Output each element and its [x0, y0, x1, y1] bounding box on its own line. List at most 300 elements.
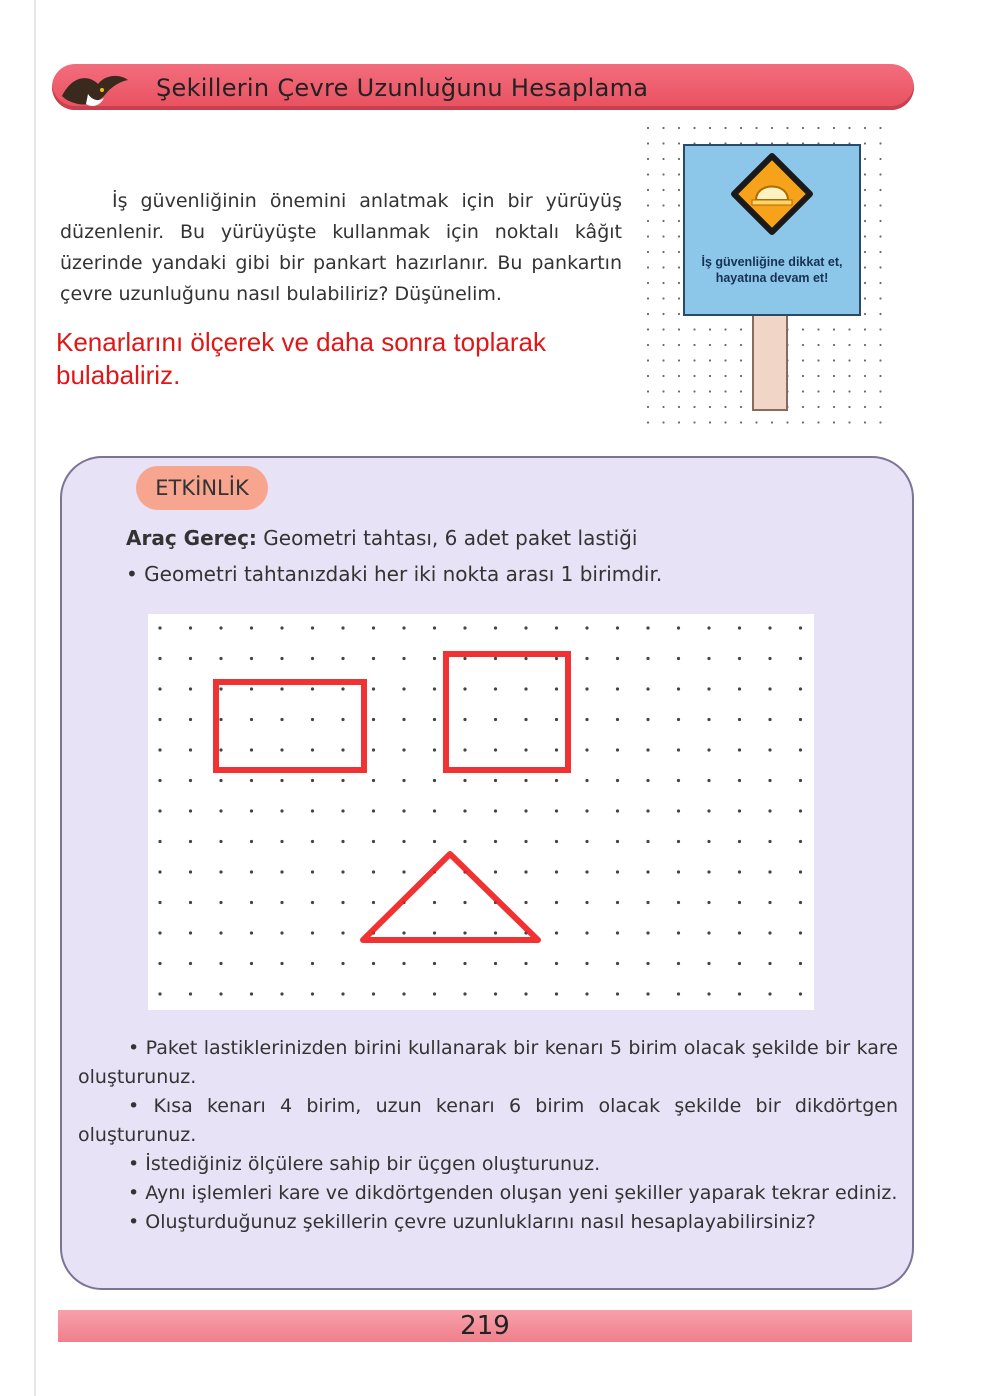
- grid-dot: [372, 962, 375, 965]
- grid-dot: [864, 390, 866, 392]
- grid-dot: [646, 840, 649, 843]
- grid-dot: [678, 375, 680, 377]
- grid-dot: [817, 344, 819, 346]
- grid-dot: [707, 718, 710, 721]
- grid-dot: [848, 406, 850, 408]
- grid-dot: [864, 313, 866, 315]
- grid-dot: [219, 840, 222, 843]
- grid-dot: [662, 282, 664, 284]
- intro-paragraph: İş güvenliğinin önemini anlatmak için bir yürüyüş düzenlenir. Bu yürüyüşte kullanmak için noktalı kâğıt üzerinde yandaki gibi bir pankart hazırlanır. Bu pankartın çevre uzunluğunu nasıl bulabiliriz? Düşünelim.: [60, 190, 622, 305]
- grid-dot: [647, 266, 649, 268]
- grid-dot: [311, 962, 314, 965]
- grid-dot: [524, 870, 527, 873]
- grid-dot: [709, 359, 711, 361]
- grid-dot: [662, 266, 664, 268]
- grid-dot: [677, 718, 680, 721]
- grid-dot: [158, 687, 161, 690]
- grid-dot: [189, 901, 192, 904]
- grid-dot: [647, 282, 649, 284]
- grid-dot: [768, 962, 771, 965]
- grid-dot: [524, 657, 527, 660]
- grid-dot: [280, 657, 283, 660]
- grid-dot: [585, 779, 588, 782]
- grid-dot: [833, 390, 835, 392]
- grid-dot: [864, 204, 866, 206]
- grid-dot: [707, 870, 710, 873]
- grid-dot: [678, 313, 680, 315]
- grid-dot: [341, 748, 344, 751]
- grid-dot: [311, 748, 314, 751]
- grid-dot: [250, 901, 253, 904]
- grid-dot: [158, 626, 161, 629]
- grid-dot: [864, 127, 866, 129]
- grid-dot: [709, 127, 711, 129]
- grid-dot: [433, 931, 436, 934]
- grid-dot: [662, 251, 664, 253]
- grid-dot: [799, 992, 802, 995]
- grid-dot: [280, 809, 283, 812]
- grid-dot: [646, 931, 649, 934]
- sign-line-1: İş güvenliğine dikkat et,: [701, 255, 843, 269]
- grid-dot: [864, 158, 866, 160]
- grid-dot: [724, 375, 726, 377]
- grid-dot: [738, 962, 741, 965]
- grid-dot: [707, 809, 710, 812]
- grid-dot: [189, 687, 192, 690]
- grid-dot: [646, 687, 649, 690]
- grid-dot: [250, 687, 253, 690]
- grid-dot: [311, 809, 314, 812]
- grid-dot: [802, 406, 804, 408]
- grid-dot: [662, 390, 664, 392]
- grid-dot: [738, 718, 741, 721]
- grid-dot: [879, 266, 881, 268]
- grid-dot: [879, 375, 881, 377]
- grid-dot: [677, 687, 680, 690]
- grid-dot: [524, 840, 527, 843]
- grid-dot: [724, 344, 726, 346]
- grid-dot: [585, 687, 588, 690]
- grid-dot: [768, 931, 771, 934]
- grid-dot: [372, 901, 375, 904]
- page-number: 219: [460, 1311, 510, 1341]
- grid-dot: [864, 189, 866, 191]
- grid-dot: [250, 809, 253, 812]
- grid-dot: [864, 235, 866, 237]
- grid-dot: [677, 992, 680, 995]
- grid-dot: [646, 718, 649, 721]
- grid-dot: [616, 779, 619, 782]
- grid-dot: [555, 687, 558, 690]
- grid-dot: [372, 718, 375, 721]
- grid-dot: [372, 657, 375, 660]
- grid-dot: [158, 840, 161, 843]
- grid-dot: [616, 687, 619, 690]
- grid-dot: [677, 870, 680, 873]
- grid-dot: [707, 992, 710, 995]
- grid-dot: [817, 390, 819, 392]
- grid-dot: [219, 657, 222, 660]
- grid-dot: [647, 390, 649, 392]
- grid-dot: [799, 626, 802, 629]
- grid-dot: [646, 901, 649, 904]
- grid-dot: [616, 870, 619, 873]
- grid-dot: [372, 779, 375, 782]
- grid-dot: [219, 779, 222, 782]
- grid-dot: [646, 779, 649, 782]
- grid-dot: [678, 297, 680, 299]
- grid-dot: [585, 657, 588, 660]
- grid-dot: [280, 901, 283, 904]
- grid-dot: [799, 870, 802, 873]
- handwritten-answer: Kenarlarını ölçerek ve daha sonra toplarak bulabaliriz.: [56, 327, 546, 390]
- grid-dot: [693, 421, 695, 423]
- grid-dot: [879, 220, 881, 222]
- sign-slogan: [688, 254, 856, 286]
- grid-dot: [494, 992, 497, 995]
- grid-dot: [693, 359, 695, 361]
- grid-dot: [433, 626, 436, 629]
- grid-dot: [341, 870, 344, 873]
- grid-dot: [707, 962, 710, 965]
- grid-dot: [433, 992, 436, 995]
- grid-dot: [799, 809, 802, 812]
- grid-dot: [189, 931, 192, 934]
- grid-dot: [755, 421, 757, 423]
- grid-dot: [771, 127, 773, 129]
- grid-dot: [524, 748, 527, 751]
- grid-dot: [799, 931, 802, 934]
- grid-dot: [555, 962, 558, 965]
- grid-dot: [662, 328, 664, 330]
- grid-dot: [585, 962, 588, 965]
- grid-dot: [647, 359, 649, 361]
- grid-dot: [662, 142, 664, 144]
- grid-dot: [848, 421, 850, 423]
- grid-dot: [402, 931, 405, 934]
- grid-dot: [678, 390, 680, 392]
- grid-dot: [494, 931, 497, 934]
- tools-label: Araç Gereç:: [126, 526, 257, 550]
- grid-dot: [463, 718, 466, 721]
- grid-dot: [799, 657, 802, 660]
- grid-dot: [647, 235, 649, 237]
- grid-dot: [848, 328, 850, 330]
- grid-dot: [647, 375, 649, 377]
- grid-dot: [848, 375, 850, 377]
- grid-dot: [280, 748, 283, 751]
- grid-dot: [463, 809, 466, 812]
- grid-dot: [647, 313, 649, 315]
- grid-dot: [678, 235, 680, 237]
- grid-dot: [555, 779, 558, 782]
- grid-dot: [372, 870, 375, 873]
- grid-dot: [662, 406, 664, 408]
- grid-dot: [879, 359, 881, 361]
- grid-dot: [250, 779, 253, 782]
- grid-dot: [219, 748, 222, 751]
- grid-dot: [585, 718, 588, 721]
- grid-dot: [647, 142, 649, 144]
- grid-dot: [817, 359, 819, 361]
- grid-dot: [740, 359, 742, 361]
- grid-dot: [677, 962, 680, 965]
- grid-dot: [879, 142, 881, 144]
- grid-dot: [463, 840, 466, 843]
- grid-dot: [341, 992, 344, 995]
- grid-dot: [768, 992, 771, 995]
- grid-dot: [771, 421, 773, 423]
- grid-dot: [724, 421, 726, 423]
- grid-dot: [433, 840, 436, 843]
- grid-dot: [585, 931, 588, 934]
- grid-dot: [677, 901, 680, 904]
- grid-dot: [647, 189, 649, 191]
- grid-dot: [802, 421, 804, 423]
- grid-dot: [768, 687, 771, 690]
- grid-dot: [662, 421, 664, 423]
- grid-dot: [341, 931, 344, 934]
- grid-dot: [768, 748, 771, 751]
- grid-dot: [707, 748, 710, 751]
- grid-dot: [647, 406, 649, 408]
- grid-dot: [585, 809, 588, 812]
- grid-dot: [879, 127, 881, 129]
- grid-dot: [189, 840, 192, 843]
- grid-dot: [524, 809, 527, 812]
- grid-dot: [647, 421, 649, 423]
- grid-dot: [524, 992, 527, 995]
- grid-dot: [833, 344, 835, 346]
- grid-dot: [879, 421, 881, 423]
- grid-dot: [802, 359, 804, 361]
- grid-dot: [585, 840, 588, 843]
- grid-dot: [250, 626, 253, 629]
- grid-dot: [738, 779, 741, 782]
- grid-dot: [189, 870, 192, 873]
- grid-dot: [616, 840, 619, 843]
- grid-dot: [738, 626, 741, 629]
- grid-dot: [707, 657, 710, 660]
- grid-dot: [585, 748, 588, 751]
- grid-dot: [463, 748, 466, 751]
- grid-dot: [738, 901, 741, 904]
- grid-dot: [707, 687, 710, 690]
- grid-dot: [524, 901, 527, 904]
- grid-dot: [662, 204, 664, 206]
- grid-dot: [693, 344, 695, 346]
- grid-dot: [879, 282, 881, 284]
- grid-dot: [219, 962, 222, 965]
- grid-dot: [158, 657, 161, 660]
- grid-dot: [677, 657, 680, 660]
- grid-dot: [724, 359, 726, 361]
- grid-dot: [740, 127, 742, 129]
- grid-dot: [494, 687, 497, 690]
- grid-dot: [280, 626, 283, 629]
- grid-dot: [189, 779, 192, 782]
- grid-dot: [280, 962, 283, 965]
- grid-dot: [707, 840, 710, 843]
- grid-dot: [709, 344, 711, 346]
- grid-dot: [158, 748, 161, 751]
- grid-dot: [250, 718, 253, 721]
- grid-dot: [662, 313, 664, 315]
- grid-dot: [280, 870, 283, 873]
- grid-dot: [311, 840, 314, 843]
- grid-dot: [524, 687, 527, 690]
- grid-dot: [402, 718, 405, 721]
- grid-dot: [433, 809, 436, 812]
- grid-dot: [707, 626, 710, 629]
- grid-dot: [738, 931, 741, 934]
- grid-dot: [879, 235, 881, 237]
- grid-dot: [616, 962, 619, 965]
- grid-dot: [647, 251, 649, 253]
- grid-dot: [678, 189, 680, 191]
- grid-dot: [786, 421, 788, 423]
- grid-dot: [647, 173, 649, 175]
- grid-dot: [864, 266, 866, 268]
- grid-dot: [879, 344, 881, 346]
- grid-dot: [555, 931, 558, 934]
- grid-dot: [433, 779, 436, 782]
- grid-dot: [768, 626, 771, 629]
- grid-dot: [555, 657, 558, 660]
- grid-dot: [616, 992, 619, 995]
- grid-dot: [677, 748, 680, 751]
- grid-dot: [189, 626, 192, 629]
- grid-dot: [280, 840, 283, 843]
- grid-dot: [555, 748, 558, 751]
- grid-dot: [311, 687, 314, 690]
- grid-dot: [219, 626, 222, 629]
- grid-dot: [768, 840, 771, 843]
- grid-dot: [678, 158, 680, 160]
- grid-dot: [677, 626, 680, 629]
- grid-dot: [616, 626, 619, 629]
- grid-dot: [433, 962, 436, 965]
- grid-dot: [864, 297, 866, 299]
- grid-dot: [864, 142, 866, 144]
- grid-dot: [402, 870, 405, 873]
- grid-dot: [280, 992, 283, 995]
- grid-dot: [799, 748, 802, 751]
- grid-dot: [817, 328, 819, 330]
- grid-dot: [709, 406, 711, 408]
- grid-dot: [848, 127, 850, 129]
- tools-line: [126, 526, 637, 550]
- grid-dot: [864, 375, 866, 377]
- grid-dot: [311, 931, 314, 934]
- grid-dot: [372, 809, 375, 812]
- grid-dot: [709, 375, 711, 377]
- grid-dot: [158, 901, 161, 904]
- grid-dot: [341, 779, 344, 782]
- grid-dot: [799, 718, 802, 721]
- grid-dot: [738, 870, 741, 873]
- grid-dot: [219, 809, 222, 812]
- grid-dot: [678, 204, 680, 206]
- grid-dot: [646, 870, 649, 873]
- grid-dot: [250, 931, 253, 934]
- grid-dot: [879, 390, 881, 392]
- grid-dot: [646, 992, 649, 995]
- grid-dot: [833, 406, 835, 408]
- grid-dot: [158, 779, 161, 782]
- grid-dot: [494, 870, 497, 873]
- grid-dot: [768, 657, 771, 660]
- instruction-item: • Paket lastiklerinizden birini kullanarak bir kenarı 5 birim olacak şekilde bir kare oluşturunuz.: [78, 1037, 898, 1088]
- grid-dot: [250, 748, 253, 751]
- grid-dot: [817, 406, 819, 408]
- grid-dot: [219, 992, 222, 995]
- instruction-item: • Oluşturduğunuz şekillerin çevre uzunluklarını nasıl hesaplayabilirsiniz?: [128, 1211, 816, 1233]
- grid-dot: [158, 870, 161, 873]
- grid-dot: [677, 779, 680, 782]
- grid-dot: [802, 344, 804, 346]
- grid-dot: [646, 809, 649, 812]
- grid-dot: [662, 297, 664, 299]
- grid-dot: [311, 657, 314, 660]
- grid-dot: [833, 127, 835, 129]
- grid-dot: [647, 344, 649, 346]
- grid-dot: [189, 657, 192, 660]
- grid-dot: [709, 421, 711, 423]
- grid-dot: [738, 748, 741, 751]
- grid-dot: [463, 962, 466, 965]
- grid-dot: [678, 173, 680, 175]
- grid-dot: [879, 406, 881, 408]
- page-title: Şekillerin Çevre Uzunluğunu Hesaplama: [156, 74, 649, 102]
- grid-dot: [864, 421, 866, 423]
- grid-dot: [341, 809, 344, 812]
- grid-dot: [738, 992, 741, 995]
- grid-dot: [647, 158, 649, 160]
- grid-dot: [616, 718, 619, 721]
- grid-dot: [402, 687, 405, 690]
- grid-dot: [219, 931, 222, 934]
- eagle-icon: [58, 66, 130, 110]
- instruction-item: • İstediğiniz ölçülere sahip bir üçgen oluşturunuz.: [128, 1153, 601, 1175]
- grid-dot: [463, 992, 466, 995]
- grid-dot: [662, 235, 664, 237]
- grid-dot: [433, 687, 436, 690]
- grid-dot: [555, 626, 558, 629]
- grid-dot: [616, 657, 619, 660]
- grid-dot: [678, 266, 680, 268]
- grid-dot: [463, 657, 466, 660]
- grid-dot: [786, 127, 788, 129]
- grid-dot: [724, 406, 726, 408]
- grid-dot: [219, 687, 222, 690]
- grid-dot: [799, 901, 802, 904]
- grid-dot: [678, 220, 680, 222]
- grid-dot: [740, 375, 742, 377]
- grid-dot: [879, 297, 881, 299]
- grid-dot: [463, 626, 466, 629]
- grid-dot: [250, 870, 253, 873]
- grid-dot: [524, 962, 527, 965]
- grid-dot: [707, 931, 710, 934]
- grid-dot: [833, 328, 835, 330]
- grid-dot: [158, 992, 161, 995]
- grid-dot: [158, 962, 161, 965]
- grid-dot: [802, 127, 804, 129]
- grid-dot: [755, 127, 757, 129]
- grid-dot: [189, 809, 192, 812]
- grid-dot: [799, 779, 802, 782]
